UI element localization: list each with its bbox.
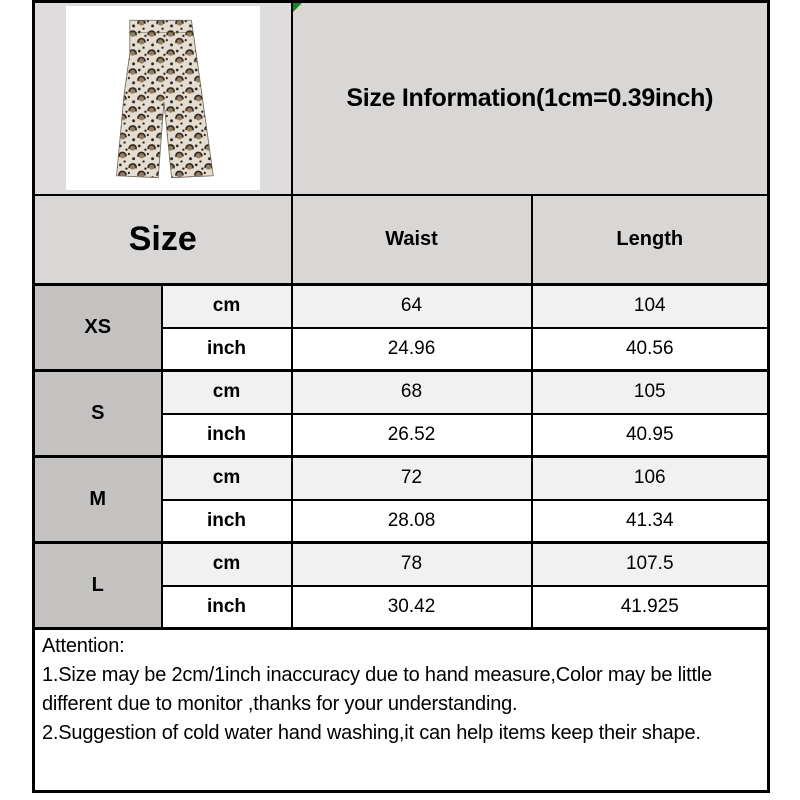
table-row (34, 285, 769, 328)
product-image-cell (34, 2, 292, 195)
length-value-cell: 40.56 (532, 328, 769, 371)
size-label-cell: XS (34, 285, 162, 371)
waist-value-cell: 28.08 (292, 500, 532, 543)
waist-header-cell: Waist (292, 195, 532, 285)
size-header-cell: Size (34, 195, 292, 285)
unit-cell: cm (162, 543, 292, 586)
size-chart-table (32, 0, 770, 793)
waist-value-cell: 24.96 (292, 328, 532, 371)
attention-heading: Attention: (42, 635, 125, 657)
length-value-cell: 41.34 (532, 500, 769, 543)
table-header-row (34, 195, 769, 285)
size-label-cell: M (34, 457, 162, 543)
length-value-cell: 105 (532, 371, 769, 414)
unit-cell: cm (162, 371, 292, 414)
table-row (34, 457, 769, 500)
attention-line-1: 1.Size may be 2cm/1inch inaccuracy due to hand measure,Color may be little different due to monitor ,thanks for your understanding. (42, 664, 712, 715)
unit-cell: inch (162, 328, 292, 371)
length-value-cell: 40.95 (532, 414, 769, 457)
table-row (34, 371, 769, 414)
attention-line-2: 2.Suggestion of cold water hand washing,it can help items keep their shape. (42, 722, 701, 744)
waist-value-cell: 64 (292, 285, 532, 328)
length-value-cell: 104 (532, 285, 769, 328)
waist-value-cell: 72 (292, 457, 532, 500)
size-information-title-cell (292, 2, 769, 195)
table-row (34, 629, 769, 792)
unit-cell: cm (162, 285, 292, 328)
length-value-cell: 107.5 (532, 543, 769, 586)
waist-value-cell: 26.52 (292, 414, 532, 457)
product-photo-frame (66, 6, 260, 190)
waist-value-cell: 78 (292, 543, 532, 586)
page-title: Size Information(1cm=0.39inch) (346, 83, 714, 112)
leopard-pants-image (71, 8, 255, 188)
attention-note-cell (34, 629, 769, 792)
unit-cell: cm (162, 457, 292, 500)
unit-cell: inch (162, 500, 292, 543)
cell-corner-triangle-icon (293, 3, 302, 12)
table-row (34, 2, 769, 195)
unit-cell: inch (162, 414, 292, 457)
length-value-cell: 41.925 (532, 586, 769, 629)
length-header-cell: Length (532, 195, 769, 285)
waist-value-cell: 30.42 (292, 586, 532, 629)
size-label-cell: L (34, 543, 162, 629)
unit-cell: inch (162, 586, 292, 629)
size-label-cell: S (34, 371, 162, 457)
waist-value-cell: 68 (292, 371, 532, 414)
table-row (34, 543, 769, 586)
length-value-cell: 106 (532, 457, 769, 500)
